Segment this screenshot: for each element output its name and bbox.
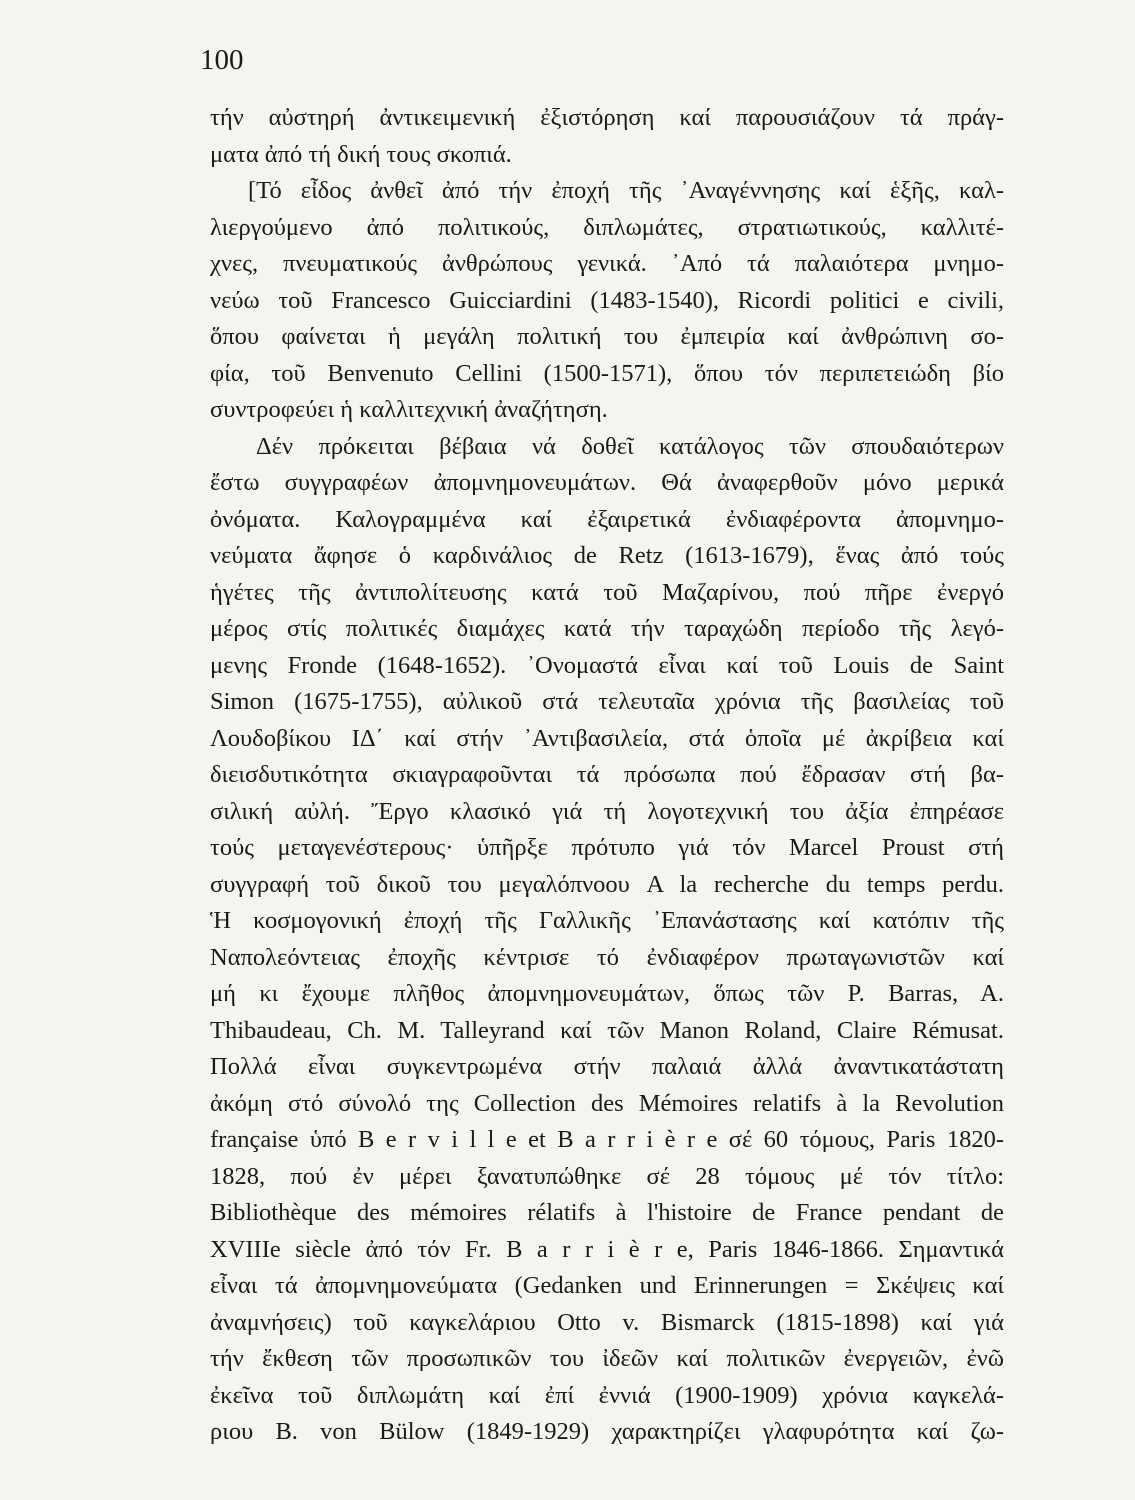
text-line: XVIIIe siècle ἀπό τόν Fr. B a r r i è r e, Paris 1846-1866. Σημαντικά bbox=[210, 1235, 1004, 1263]
page-number: 100 bbox=[200, 44, 244, 76]
text-line: συντροφεύει ἡ καλλιτεχνική ἀναζήτηση. bbox=[210, 396, 608, 423]
text-line: φία, τοῦ Benvenuto Cellini (1500-1571), ὅπου τόν περιπετειώδη βίο bbox=[210, 359, 1004, 387]
text-line: Δέν πρόκειται βέβαια νά δοθεῖ κατάλογος τῶν σπουδαιότερων bbox=[256, 432, 1004, 460]
text-line: Thibaudeau, Ch. M. Talleyrand καί τῶν Manon Roland, Claire Rémusat. bbox=[210, 1016, 1004, 1044]
text-line: ἡγέτες τῆς ἀντιπολίτευσης κατά τοῦ Μαζαρίνου, πού πῆρε ἐνεργό bbox=[210, 578, 1004, 606]
text-line: ἔστω συγγραφέων ἀπομνημονευμάτων. Θά ἀναφερθοῦν μόνο μερικά bbox=[210, 469, 1004, 496]
text-line: νεύω τοῦ Francesco Guicciardini (1483-1540), Ricordi politici e civili, bbox=[210, 286, 1004, 314]
text-line: συγγραφή τοῦ δικοῦ του μεγαλόπνοου A la recherche du temps perdu. bbox=[210, 870, 1004, 898]
text-line: εἶναι τά ἀπομνημονεύματα (Gedanken und Erinnerungen = Σκέψεις καί bbox=[210, 1272, 1004, 1299]
text-line: Ναπολεόντειας ἐποχῆς κέντρισε τό ἐνδιαφέρον πρωταγωνιστῶν καί bbox=[210, 943, 1004, 971]
text-line: ἀκόμη στό σύνολό της Collection des Mémoires relatifs à la Revolution bbox=[210, 1089, 1004, 1117]
text-line: Πολλά εἶναι συγκεντρωμένα στήν παλαιά ἀλλά ἀναντικατάστατη bbox=[210, 1053, 1004, 1080]
text-line: μενης Fronde (1648-1652). ᾿Ονομαστά εἶναι καί τοῦ Louis de Saint bbox=[210, 651, 1004, 679]
text-line: τήν αὐστηρή ἀντικειμενική ἐξιστόρηση καί παρουσιάζουν τά πράγ- bbox=[210, 104, 1004, 131]
text-line: τήν ἔκθεση τῶν προσωπικῶν του ἰδεῶν καί πολιτικῶν ἐνεργειῶν, ἐνῶ bbox=[210, 1345, 1004, 1372]
text-line: χνες, πνευματικούς ἀνθρώπους γενικά. ᾿Από τά παλαιότερα μνημο- bbox=[210, 250, 1004, 277]
text-line: ριου B. von Bülow (1849-1929) χαρακτηρίζει γλαφυρότητα καί ζω- bbox=[210, 1418, 1004, 1445]
text-line: λιεργούμενο ἀπό πολιτικούς, διπλωμάτες, στρατιωτικούς, καλλιτέ- bbox=[210, 213, 1004, 241]
text-line: μέρος στίς πολιτικές διαμάχες κατά τήν ταραχώδη περίοδο τῆς λεγό- bbox=[210, 615, 1004, 642]
text-line: ἀναμνήσεις) τοῦ καγκελάριου Otto v. Bismarck (1815-1898) καί γιά bbox=[210, 1308, 1004, 1336]
text-line: Bibliothèque des mémoires rélatifs à l'histoire de France pendant de bbox=[210, 1199, 1004, 1226]
text-line: Ἡ κοσμογονική ἐποχή τῆς Γαλλικῆς ᾿Επανάστασης καί κατόπιν τῆς bbox=[210, 907, 1004, 934]
text-line: νεύματα ἄφησε ὁ καρδινάλιος de Retz (1613-1679), ἕνας ἀπό τούς bbox=[210, 542, 1004, 569]
text-line: ὀνόματα. Καλογραμμένα καί ἐξαιρετικά ἐνδιαφέροντα ἀπομνημο- bbox=[210, 505, 1004, 533]
text-line: σιλική αὐλή. Ἔργο κλασικό γιά τή λογοτεχνική του ἀξία ἐπηρέασε bbox=[210, 797, 1004, 825]
text-line: ματα ἀπό τή δική τους σκοπιά. bbox=[210, 140, 512, 168]
text-line: Simon (1675-1755), αὐλικοῦ στά τελευταῖα χρόνια τῆς βασιλείας τοῦ bbox=[210, 688, 1004, 715]
text-line: μή κι ἔχουμε πλῆθος ἀπομνημονευμάτων, ὅπως τῶν P. Barras, A. bbox=[210, 980, 1004, 1007]
text-line: τούς μεταγενέστερους· ὑπῆρξε πρότυπο γιά τόν Marcel Proust στή bbox=[210, 834, 1004, 861]
text-line: ὅπου φαίνεται ἡ μεγάλη πολιτική του ἐμπειρία καί ἀνθρώπινη σο- bbox=[210, 323, 1004, 350]
text-line: διεισδυτικότητα σκιαγραφοῦνται τά πρόσωπα πού ἔδρασαν στή βα- bbox=[210, 761, 1004, 788]
text-line: française ὑπό B e r v i l l e et B a r r i è r e σέ 60 τόμους, Paris 1820- bbox=[210, 1126, 1004, 1153]
text-line: ἐκεῖνα τοῦ διπλωμάτη καί ἐπί ἐννιά (1900-1909) χρόνια καγκελά- bbox=[210, 1381, 1004, 1409]
text-line: [Τό εἶδος ἀνθεῖ ἀπό τήν ἐποχή τῆς ᾿Αναγέννησης καί ἑξῆς, καλ- bbox=[248, 177, 1004, 204]
text-line: 1828, πού ἐν μέρει ξανατυπώθηκε σέ 28 τόμους μέ τόν τίτλο: bbox=[210, 1162, 1004, 1190]
text-line: Λουδοβίκου ΙΔ΄ καί στήν ᾿Αντιβασιλεία, στά ὁποῖα μέ ἀκρίβεια καί bbox=[210, 724, 1004, 752]
